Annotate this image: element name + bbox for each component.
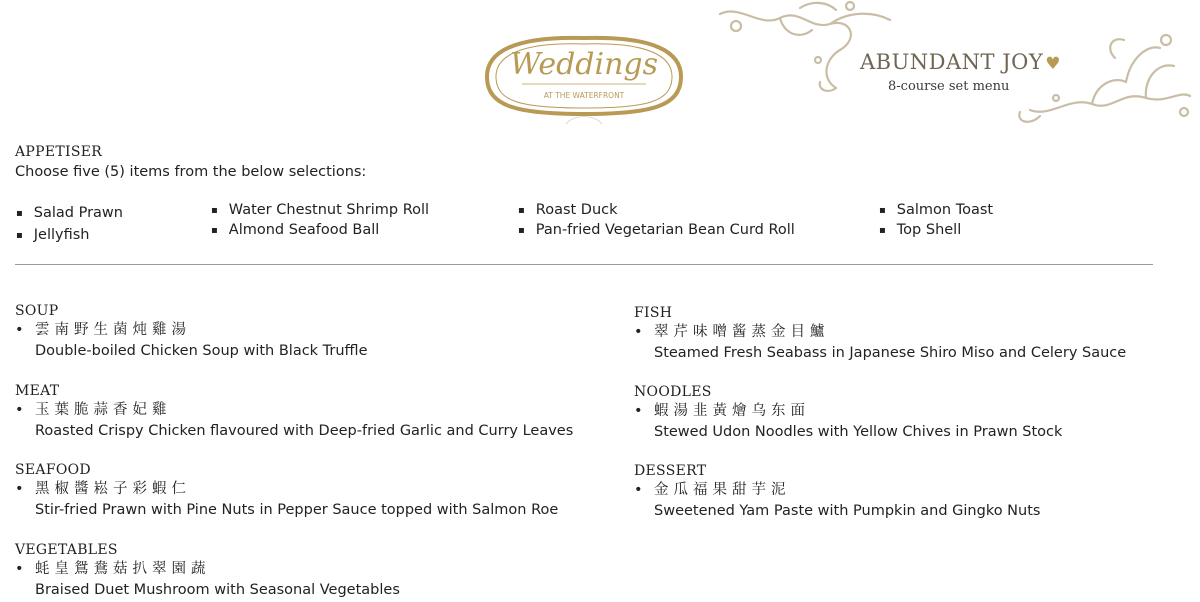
course-english-name: Roasted Crispy Chicken flavoured with Deep-fried Garlic and Curry Leaves bbox=[35, 423, 574, 439]
course-english-name: Stir-fried Prawn with Pine Nuts in Pepper Sauce topped with Salmon Roe bbox=[35, 502, 559, 518]
course-chinese-name: • 翠芹味噌酱蒸金目鱸 bbox=[634, 324, 830, 340]
menu-title bbox=[860, 50, 1061, 74]
course-english-name: Steamed Fresh Seabass in Japanese Shiro Miso and Celery Sauce bbox=[654, 345, 1127, 361]
list-item: ▪ Water Chestnut Shrimp Roll bbox=[211, 200, 429, 220]
course-noodles bbox=[634, 383, 1062, 442]
logo-sub-text: AT THE WATERFRONT bbox=[543, 91, 625, 100]
course-english-name: Stewed Udon Noodles with Yellow Chives in Prawn Stock bbox=[654, 424, 1063, 440]
course-chinese-name: • 蚝皇鴛鴦菇扒翠園蔬 bbox=[15, 561, 211, 577]
course-heading: FISH bbox=[634, 305, 673, 321]
list-item: ▪ Top Shell bbox=[879, 220, 993, 240]
logo-main-text: Weddings bbox=[509, 47, 659, 82]
course-heading: MEAT bbox=[15, 383, 60, 399]
course-chinese-name: • 黑椒醬崧子彩蝦仁 bbox=[15, 481, 191, 497]
course-english-name: Double-boiled Chicken Soup with Black Truffle bbox=[35, 343, 368, 359]
course-fish bbox=[634, 304, 1126, 363]
section-divider bbox=[15, 264, 1153, 265]
course-chinese-name: • 金瓜福果甜芋泥 bbox=[634, 482, 791, 498]
course-chinese-name: • 玉葉脆蒜香妃雞 bbox=[15, 402, 172, 418]
course-vegetables bbox=[15, 541, 400, 600]
menu-subtitle: 8-course set menu bbox=[888, 79, 1010, 94]
course-english-name: Sweetened Yam Paste with Pumpkin and Gingko Nuts bbox=[654, 503, 1041, 519]
course-chinese-name: • 雲南野生菌炖雞湯 bbox=[15, 322, 191, 338]
course-heading: VEGETABLES bbox=[15, 542, 118, 558]
weddings-logo bbox=[484, 34, 684, 126]
heart-icon: ♥ bbox=[1045, 54, 1061, 74]
course-english-name: Braised Duet Mushroom with Seasonal Vegetables bbox=[35, 582, 400, 598]
course-dessert bbox=[634, 462, 1040, 521]
course-heading: SEAFOOD bbox=[15, 462, 91, 478]
list-item: ▪ Almond Seafood Ball bbox=[211, 220, 429, 240]
appetiser-instruction: Choose five (5) items from the below selections: bbox=[15, 164, 367, 180]
course-meat bbox=[15, 382, 573, 441]
appetiser-column-2 bbox=[211, 200, 429, 240]
appetiser-heading: APPETISER bbox=[15, 144, 103, 160]
course-heading: NOODLES bbox=[634, 384, 712, 400]
course-heading: DESSERT bbox=[634, 463, 707, 479]
list-item: ▪ Salmon Toast bbox=[879, 200, 993, 220]
course-chinese-name: • 蝦湯韭黃燴乌东面 bbox=[634, 403, 810, 419]
appetiser-column-1 bbox=[16, 202, 123, 246]
list-item: ▪ Pan-fried Vegetarian Bean Curd Roll bbox=[518, 220, 795, 240]
list-item: ▪ Salad Prawn bbox=[16, 202, 123, 224]
course-seafood bbox=[15, 461, 558, 520]
appetiser-column-3 bbox=[518, 200, 795, 240]
course-soup bbox=[15, 302, 368, 361]
course-heading: SOUP bbox=[15, 303, 59, 319]
appetiser-column-4 bbox=[879, 200, 993, 240]
list-item: ▪ Jellyfish bbox=[16, 224, 123, 246]
list-item: ▪ Roast Duck bbox=[518, 200, 795, 220]
menu-title-text: ABUNDANT JOY bbox=[860, 50, 1044, 74]
